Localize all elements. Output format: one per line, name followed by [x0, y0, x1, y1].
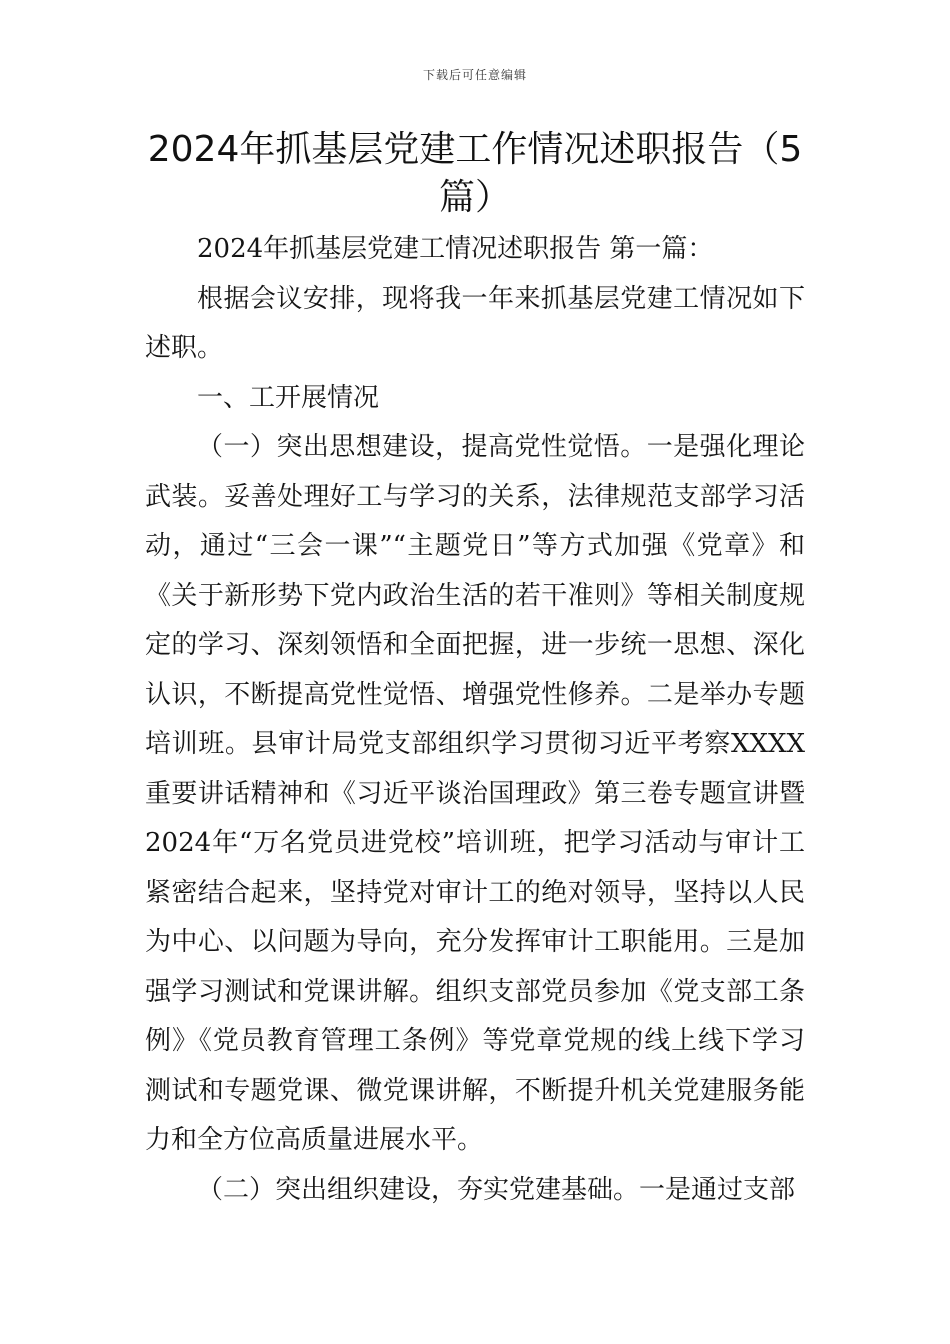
paragraph-subtitle: 2024年抓基层党建工情况述职报告 第一篇： — [197, 234, 714, 264]
paragraph-ideology: （一）突出思想建设，提高党性觉悟。一是强化理论武装。妥善处理好工与学习的关系，法律规范支部学习活动，通过“三会一课”“主题党日”等方式加强《党章》和《关于新形势下党内政治生活的若干准则》等相关制度规定的学习、深刻领悟和全面把握，进一步统一思想、深化认识，不断提高党性觉悟、增强党性修养。二是举办专题培训班。县审计局党支部组织学习贯彻习近平考察XXXX重要讲话精神和《习近平谈治国理政》第三卷专题宣讲暨2024年“万名党员进党校”培训班，把学习活动与审计工紧密结合起来，坚持党对审计工的绝对领导，坚持以人民为中心、以问题为导向，充分发挥审计工职能用。三是加强学习测试和党课讲解。组织支部党员参加《党支部工条例》《党员教育管理工条例》等党章党规的线上线下学习测试和专题党课、微党课讲解，不断提升机关党建服务能力和全方位高质量进展水平。 — [145, 432, 805, 1155]
header-note: 下载后可任意编辑 — [422, 68, 527, 82]
paragraph-intro: 根据会议安排，现将我一年来抓基层党建工情况如下述职。 — [145, 283, 805, 363]
document-title: 2024年抓基层党建工作情况述职报告（5篇） — [147, 129, 803, 218]
document-body — [145, 225, 805, 1215]
paragraph-organization: （二）突出组织建设，夯实党建基础。一是通过支部 — [197, 1174, 796, 1205]
section-heading: 一、工开展情况 — [197, 382, 380, 413]
